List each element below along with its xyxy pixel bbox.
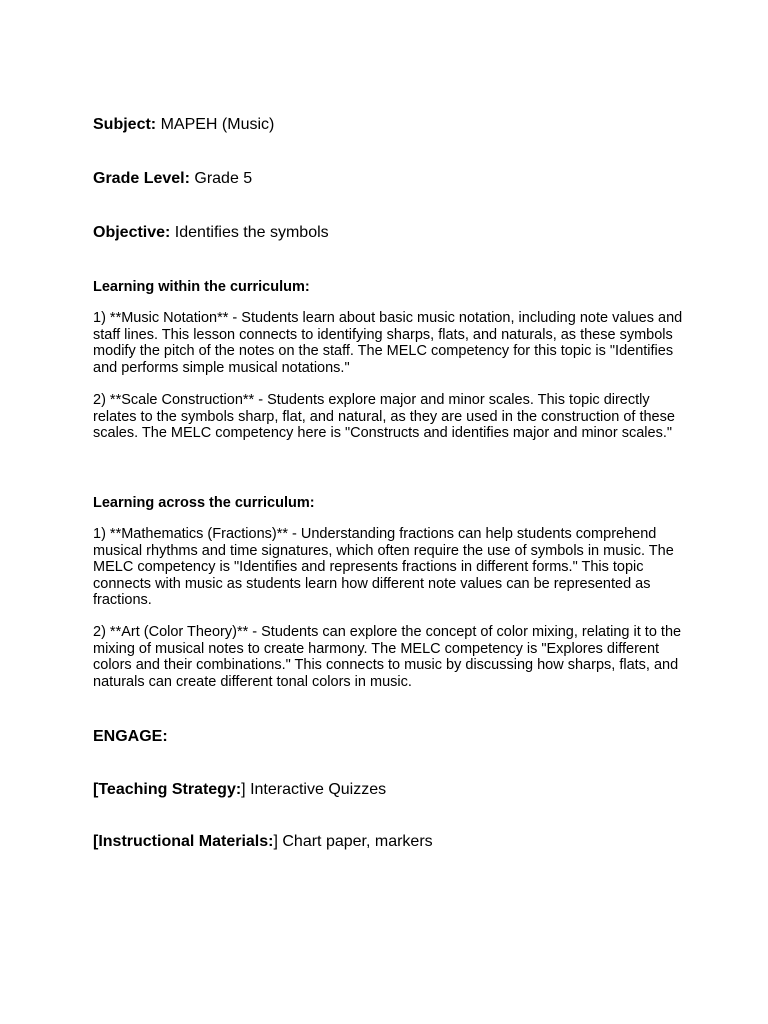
subject-value: MAPEH (Music) [156, 116, 275, 133]
objective-value: Identifies the symbols [170, 224, 329, 241]
teaching-strategy-value: ] Interactive Quizzes [241, 781, 387, 798]
across-item-2: 2) **Art (Color Theory)** - Students can explore the concept of color mixing, relating it to the mixing of musical notes to create harmony. The MELC competency is "Explores different colors and their combinations." This connects to music by discussing how sharps, flats, and naturals can create different tonal colors in music. [93, 624, 682, 690]
engage-heading: ENGAGE: [93, 728, 168, 745]
within-item-1: 1) **Music Notation** - Students learn about basic music notation, including note values and staff lines. This lesson connects to identifying sharps, flats, and naturals, as these symbols modify the pitch of the notes on the staff. The MELC competency for this topic is "Identifies and performs simple musical notations." [93, 310, 683, 376]
across-curriculum-heading: Learning across the curriculum: [93, 495, 315, 511]
subject-line [93, 115, 274, 135]
objective-line [93, 223, 329, 243]
within-item-2: 2) **Scale Construction** - Students explore major and minor scales. This topic directly relates to the symbols sharp, flat, and natural, as they are used in the construction of these scales. The MELC competency here is "Constructs and identifies major and minor scales." [93, 392, 675, 442]
subject-label: Subject: [93, 116, 157, 133]
instructional-materials-label: [Instructional Materials: [93, 833, 274, 850]
instructional-materials-line [93, 832, 433, 852]
within-curriculum-heading: Learning within the curriculum: [93, 279, 310, 295]
grade-level-value: Grade 5 [189, 170, 253, 187]
teaching-strategy-line [93, 780, 386, 800]
teaching-strategy-label: [Teaching Strategy: [93, 781, 242, 798]
grade-level-line [93, 169, 252, 189]
across-item-1: 1) **Mathematics (Fractions)** - Understanding fractions can help students comprehend musical rhythms and time signatures, which often require the use of symbols in music. The MELC competency is "Identifies and represents fractions in different forms." This topic connects with music as students learn how different note values can be represented as fractions. [93, 526, 674, 609]
grade-level-label: Grade Level: [93, 170, 190, 187]
instructional-materials-value: ] Chart paper, markers [273, 833, 433, 850]
objective-label: Objective: [93, 224, 171, 241]
